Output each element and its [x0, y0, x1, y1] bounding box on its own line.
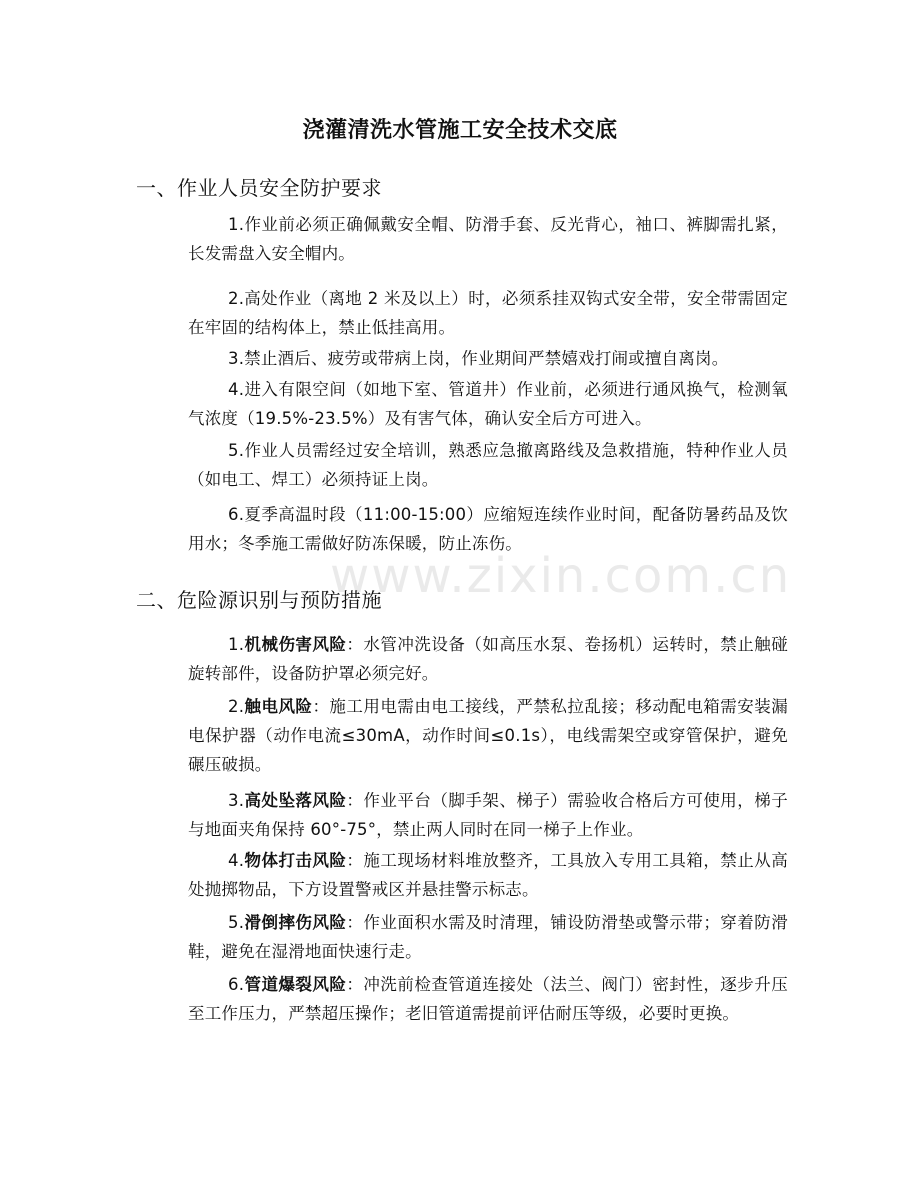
risk-keyword: 机械伤害风险	[244, 635, 347, 654]
risk-keyword: 高处坠落风险	[244, 791, 347, 810]
risk-keyword: 管道爆裂风险	[244, 975, 347, 994]
item-text: ：施工用电需由电工接线，严禁私拉乱接；移动配电箱需安装漏电保护器（动作电流≤30mA，动作时间≤0.1s），电线需架空或穿管保护，避免碾压破损。	[188, 697, 788, 774]
section-1-item-6: 6.夏季高温时段（11:00-15:00）应缩短连续作业时间，配备防暑药品及饮用水；冬季施工需做好防冻保暖，防止冻伤。	[188, 505, 788, 553]
section-1-item-2: 2.高处作业（离地 2 米及以上）时，必须系挂双钩式安全带，安全带需固定在牢固的结构体上，禁止低挂高用。	[188, 289, 788, 337]
item-text: ：施工现场材料堆放整齐，工具放入专用工具箱，禁止从高处抛掷物品，下方设置警戒区并悬挂警示标志。	[188, 851, 788, 899]
item-number: 5.	[228, 913, 245, 932]
risk-keyword: 物体打击风险	[244, 851, 347, 870]
section-1-item-3: 3.禁止酒后、疲劳或带病上岗，作业期间严禁嬉戏打闹或擅自离岗。	[228, 349, 729, 368]
watermark: www.zixin.com.cn	[330, 548, 792, 604]
item-text: ：作业面积水需及时清理，铺设防滑垫或警示带；穿着防滑鞋，避免在湿滑地面快速行走。	[188, 913, 788, 961]
section-2-item-5	[188, 908, 788, 966]
item-text: ：冲洗前检查管道连接处（法兰、阀门）密封性，逐步升压至工作压力，严禁超压操作；老旧管道需提前评估耐压等级，必要时更换。	[188, 975, 788, 1023]
item-text: ：作业平台（脚手架、梯子）需验收合格后方可使用，梯子与地面夹角保持 60°-75°，禁止两人同时在同一梯子上作业。	[188, 791, 788, 839]
section-1-item-5: 5.作业人员需经过安全培训，熟悉应急撤离路线及急救措施，特种作业人员（如电工、焊工）必须持证上岗。	[188, 441, 788, 489]
item-number: 3.	[228, 791, 245, 810]
section-2-item-2	[188, 692, 788, 779]
item-number: 2.	[228, 697, 245, 716]
risk-keyword: 触电风险	[244, 697, 313, 716]
item-number: 4.	[228, 851, 245, 870]
risk-keyword: 滑倒摔伤风险	[244, 913, 347, 932]
item-text: ：水管冲洗设备（如高压水泵、卷扬机）运转时，禁止触碰旋转部件，设备防护罩必须完好。	[188, 635, 788, 683]
section-2-item-3	[188, 786, 788, 844]
section-1-heading: 一、作业人员安全防护要求	[136, 176, 382, 200]
section-1-item-4: 4.进入有限空间（如地下室、管道井）作业前，必须进行通风换气，检测氧气浓度（19.5%-23.5%）及有害气体，确认安全后方可进入。	[188, 380, 788, 428]
document-title: 浇灌清洗水管施工安全技术交底	[302, 118, 618, 143]
section-2-heading: 二、危险源识别与预防措施	[136, 588, 382, 612]
item-number: 6.	[228, 975, 245, 994]
section-1-item-1: 1.作业前必须正确佩戴安全帽、防滑手套、反光背心，袖口、裤脚需扎紧，长发需盘入安全帽内。	[188, 215, 788, 263]
item-number: 1.	[228, 635, 245, 654]
section-2-item-1	[188, 630, 788, 688]
section-2-item-6	[188, 970, 788, 1028]
section-2-item-4	[188, 846, 788, 904]
